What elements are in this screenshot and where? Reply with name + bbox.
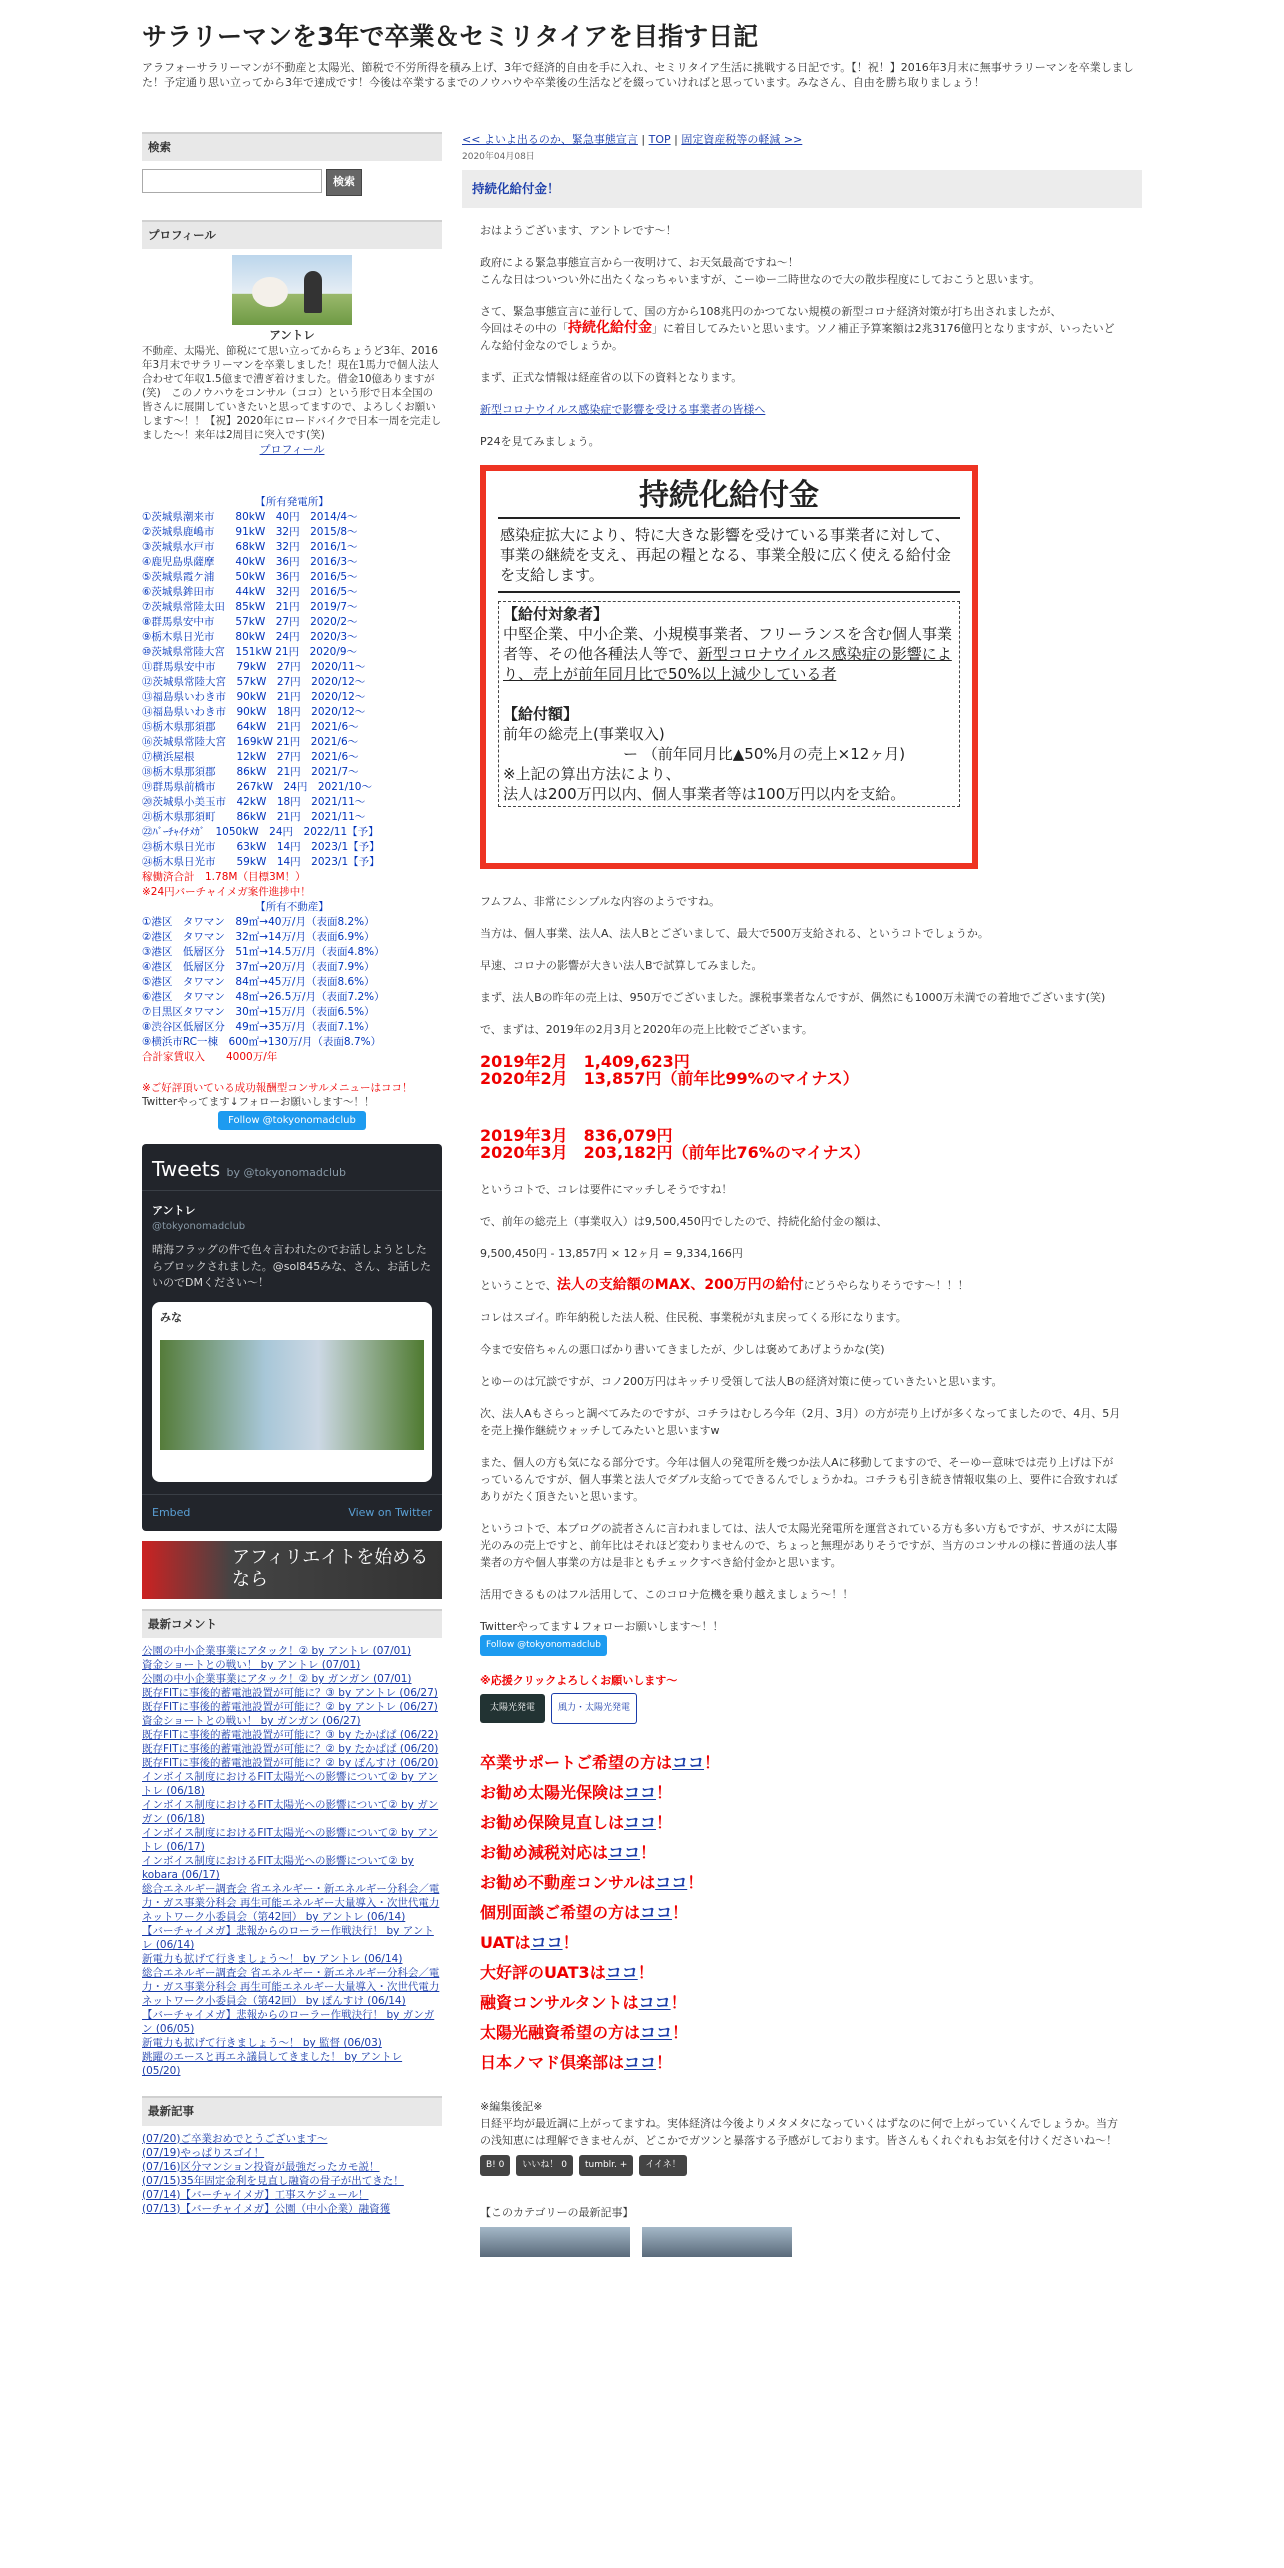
sidebar [142,132,442,2216]
cta-link[interactable]: ココ [655,1873,688,1892]
plant-item: ④鹿児島県薩摩 40kW 36円 2016/3～ [142,555,358,568]
plants-list [142,495,442,1065]
cta-link[interactable]: ココ [605,1963,638,1982]
estate-item: ⑦目黒区タワマン 30㎡→15万/月（表面6.5%） [142,1005,375,1018]
thumbnail[interactable] [480,2227,630,2257]
recent-post-link[interactable]: (07/13)【バーチャイメガ】公園（中小企業）融資獲 [142,2202,391,2215]
cta-end: ！ [704,1753,721,1772]
recent-post-link[interactable]: (07/15)35年固定金利を見直し融資の骨子が出てきた！ [142,2174,404,2187]
comment-link[interactable]: インボイス制度におけるFIT太陽光への影響について② by アントレ (06/18) [142,1771,438,1798]
cta-link[interactable]: ココ [608,1843,641,1862]
plant-item: ⑯茨城県常陸大宮 169kW 21円 2021/6～ [142,735,359,748]
cta-end: ！ [656,1813,673,1832]
social-button[interactable]: B! 0 [480,2155,510,2176]
plant-item: ⑳茨城県小美玉市 42kW 18円 2021/11～ [142,795,366,808]
comment-link[interactable]: 既存FITに事後的蓄電池設置が可能に？③ by アントレ (06/27) [142,1687,438,1700]
cta-end: ！ [637,1963,654,1982]
social-button[interactable]: イイネ！ [639,2155,686,2176]
recent-post-link[interactable]: (07/19)やっぱりスゴイ！ [142,2146,265,2159]
thumbnail[interactable] [642,2227,792,2257]
comment-link[interactable]: インボイス制度におけるFIT太陽光への影響について② by アントレ (06/17) [142,1827,438,1854]
comment-link[interactable]: 跳躍のエースと再エネ議員してきました！ by アントレ (05/20) [142,2051,403,2078]
paragraph: 活用できるものはフル活用して、このコロナ危機を乗り越えましょう～！！ [480,1588,854,1601]
comment-link[interactable]: 既存FITに事後的蓄電池設置が可能に？③ by たかぱぱ (06/22) [142,1729,439,1742]
comments-heading: 最新コメント [142,1609,442,1638]
estate-item: ②港区 タワマン 32㎡→14万/月（表面6.9%） [142,930,375,943]
plant-item: ⑧群馬県安中市 57kW 27円 2020/2～ [142,615,358,628]
plant-item: ③茨城県水戸市 68kW 32円 2016/1～ [142,540,358,553]
cta-text: お勧め不動産コンサルは [480,1873,656,1892]
entry-nav: << よいよ出るのか、緊急事態宣言 | TOP | 固定資産税等の軽減 >> [462,133,803,146]
comment-link[interactable]: 【バーチャイメガ】悲報からのローラー作戦決行！ by アントレ (06/14) [142,1925,434,1952]
plant-item: ⑩茨城県常陸大宮 151kW 21円 2020/9～ [142,645,358,658]
cta-end: ！ [656,2053,673,2072]
twitter-widget [142,1144,442,1532]
cta-end: ！ [687,1873,704,1892]
paragraph: コレはスゴイ。昨年納税した法人税、住民税、事業税が丸ま戻ってくる形になります。 [480,1311,907,1324]
cta-line [480,1868,1124,1898]
plant-item: ⑬福島県いわき市 90kW 21円 2020/12～ [142,690,366,703]
plant-item: ⑨栃木県日光市 80kW 24円 2020/3～ [142,630,358,643]
plant-item: ⑥茨城県鉾田市 44kW 32円 2016/5～ [142,585,358,598]
plant-item: ②茨城県鹿嶋市 91kW 32円 2015/8～ [142,525,358,538]
profile-heading: プロフィール [142,220,442,249]
follow-button[interactable]: Follow @tokyonomadclub [480,1635,607,1656]
prev-link[interactable]: << よいよ出るのか、緊急事態宣言 [462,133,638,146]
paragraph: まず、法人Bの昨年の売上は、950万でございました。課税事業者なんですが、偶然にも1000万未満での着地でございます(笑) [480,991,1106,1004]
tweets-title: Tweets [152,1156,221,1181]
sales-2019-mar: 2019年3月 836,079円 [480,1126,673,1145]
plant-item: ㉓栃木県日光市 63kW 14円 2023/1【予】 [142,840,380,853]
comment-link[interactable]: インボイス制度におけるFIT太陽光への影響について② by ガンガン (06/18) [142,1799,439,1826]
ranking-banner[interactable]: 太陽光発電 [480,1694,545,1723]
cta-end: ！ [672,1903,689,1922]
affiliate-banner[interactable]: アフィリエイトを始めるなら [142,1541,442,1599]
cta-text: 個別面談ご希望の方は [480,1903,641,1922]
plant-item: ㉔栃木県日光市 59kW 14円 2023/1【予】 [142,855,380,868]
site-header [142,0,1142,128]
profile-name: アントレ [269,328,315,342]
paragraph: 今まで安倍ちゃんの悪口ばかり書いてきましたが、少しは褒めてあげようかな(笑) [480,1343,885,1356]
cta-line [480,1808,1124,1838]
view-on-twitter-link[interactable]: View on Twitter [348,1505,432,1519]
cta-end: ！ [562,1933,579,1952]
estate-item: ⑥港区 タワマン 48㎡→26.5万/月（表面7.2%） [142,990,385,1003]
cta-line [480,1778,1124,1808]
post-date: 2020年04月08日 [462,151,535,162]
profile-link[interactable]: プロフィール [259,443,325,457]
comment-link[interactable]: 公園の中小企業事業にアタック！② by アントレ (07/01) [142,1645,412,1658]
plant-item: ⑤茨城県霞ケ浦 50kW 36円 2016/5～ [142,570,358,583]
sales-2020-mar: 2020年3月 203,182円（前年比76%のマイナス） [480,1143,870,1162]
search-input[interactable] [142,169,322,193]
consult-note[interactable]: ※ご好評頂いている成功報酬型コンサルメニューはココ！ [142,1081,413,1094]
cta-text: 日本ノマド倶楽部は [480,2053,625,2072]
comment-link[interactable]: 資金ショートとの戦い！ by アントレ (07/01) [142,1659,361,1672]
card-image [160,1340,424,1450]
next-link[interactable]: 固定資産税等の軽減 >> [681,133,803,146]
sales-2020-feb: 2020年2月 13,857円（前年比99%のマイナス） [480,1069,859,1088]
comment-link[interactable]: 既存FITに事後的蓄電池設置が可能に？② by ぽんすけ (06/20) [142,1757,439,1770]
comment-link[interactable]: 【バーチャイメガ】悲報からのローラー作戦決行！ by ガンガン (06/05) [142,2009,435,2036]
plant-item: ⑰横浜屋根 12kW 27円 2021/6～ [142,750,359,763]
comment-link[interactable]: 総合エネルギー調査会 省エネルギー・新エネルギー分科会／電力・ガス事業分科会 再生可能エネルギー大量導入・次世代電力ネットワーク小委員会（第42回） by ぽんすけ (06/14) [142,1967,440,2008]
cta-line [480,1928,1124,1958]
estate-item: ④港区 低層区分 37㎡→20万/月（表面7.9%） [142,960,375,973]
follow-button[interactable]: Follow @tokyonomadclub [218,1111,366,1130]
top-link[interactable]: TOP [648,133,671,146]
cta-text: お勧め保険見直しは [480,1813,625,1832]
profile-text: 不動産、太陽光、節税にて思い立ってからちょうど3年、2016年3月末でサラリーマンを卒業しました！現在1馬力で個人法人合わせて年収1.5億まで漕ぎ着けました。借金10億ありますが(笑) このノウハウをコンサル（ココ）という形で日本全国の皆さんに展開していきたいと思ってますので、よろしくお願いします～！！【祝】2020年にロードバイクで日本一周を完走しました～！来年は2周目に突入です(笑) [142,345,442,442]
tweet-handle[interactable]: @tokyonomadclub [152,1221,246,1232]
cta-link[interactable]: ココ [530,1933,563,1952]
comment-link[interactable]: 公園の中小企業事業にアタック！② by ガンガン (07/01) [142,1673,412,1686]
paragraph: 早速、コロナの影響が大きい法人Bで試算してみました。 [480,959,763,972]
ranking-banners [480,1693,1124,1724]
edit-note: 日経平均が最近調に上がってますね。実体経済は今後よりメタメタになっていくはずなのに何で上がっていくんでしょうか。当方の浅知恵には理解できませんが、どこかでガツンと暴落する予感がしております。皆さんもくれぐれもお気を付けくださいね～！ [480,2117,1118,2147]
estates-total: 合計家賃収入 4000万/年 [142,1050,278,1063]
paragraph: ということで、法人の支給額のMAX、200万円の給付にどうやらなりそうです～！！！ [480,1277,969,1293]
sales-2019-feb: 2019年2月 1,409,623円 [480,1052,690,1071]
entry-body [462,208,1142,2271]
recent-post-link[interactable]: (07/14)【バーチャイメガ】工事スケジュール！ [142,2188,369,2201]
cta-line [480,2048,1124,2078]
estate-item: ⑨横浜市RC一棟 600㎡→130万/月（表面8.7%） [142,1035,382,1048]
paragraph: P24を見てみましょう。 [480,435,600,448]
recent-heading: 最新記事 [142,2096,442,2125]
twitter-note: Twitterやってます↓フォローお願いします～！！ [142,1095,375,1108]
recent-post-link[interactable]: (07/20)ご卒業おめでとうございます～ [142,2132,328,2145]
search-heading: 検索 [142,132,442,161]
cta-end: ！ [640,1843,657,1862]
comment-link[interactable]: 既存FITに事後的蓄電池設置が可能に？② by アントレ (06/27) [142,1701,438,1714]
paragraph: おはようございます、アントレです～！ [480,224,677,237]
comments-list [142,1638,442,2078]
paragraph: 9,500,450円 - 13,857円 × 12ヶ月 = 9,334,166円 [480,1247,743,1260]
comment-link[interactable]: 資金ショートとの戦い！ by ガンガン (06/27) [142,1715,361,1728]
cta-end: ！ [670,1993,687,2012]
plants-header: 【所有発電所】 [255,495,329,508]
cta-text: 融資コンサルタントは [480,1993,639,2012]
plant-item: ⑫茨城県常陸大宮 57kW 27円 2020/12～ [142,675,366,688]
recent-list [142,2126,442,2216]
estates-header: 【所有不動産】 [255,900,329,913]
cta-text: 大好評のUAT3は [480,1963,606,1982]
cta-link[interactable]: ココ [624,1813,657,1832]
cta-text: UATは [480,1933,531,1952]
paragraph: で、前年の総売上（事業収入）は9,500,450円でしたので、持続化給付金の額は、 [480,1215,888,1228]
plant-item: ①茨城県潮来市 80kW 40円 2014/4～ [142,510,358,523]
search-button[interactable]: 検索 [326,169,362,196]
paragraph: というコトで、コレは要件にマッチしそうですね！ [480,1183,733,1196]
comment-link[interactable]: 新電力も拡げて行きましょう～！ by アントレ (06/14) [142,1953,403,1966]
plants-note: ※24円バーチャイメガ案件進捗中！ [142,885,311,898]
cta-line [480,1988,1124,2018]
social-buttons [480,2155,1124,2176]
recent-post-link[interactable]: (07/16)区分マンション投資が最強だったカモ説！ [142,2160,380,2173]
cta-text: 卒業サポートご希望の方は [480,1753,673,1772]
comment-link[interactable]: インボイス制度におけるFIT太陽光への影響について② by kobara (06/17) [142,1855,414,1882]
comment-link[interactable]: 既存FITに事後的蓄電池設置が可能に？② by たかぱぱ (06/20) [142,1743,439,1756]
profile-photo [232,255,352,325]
paragraph: まず、正式な情報は経産省の以下の資料となります。 [480,371,743,384]
flyer-conditions: 【給付対象者】 中堅企業、中小企業、小規模事業者、フリーランスを含む個人事業者等、その他各種法人等で、新型コロナウイルス感染症の影響により、売上が前年同月比で50%以上減少している者 【給付額】 前年の総売上(事業収入) ー （前年同月比▲50%月の売上×12ヶ月) ※上記の算出方法により、 法人は200万円以内、個人事業者等は100万円以内を支給。 [498,601,960,807]
cta-line [480,2018,1124,2048]
plant-item: ⑭福島県いわき市 90kW 18円 2020/12～ [142,705,366,718]
tweet-card[interactable] [152,1302,432,1482]
plants-items [142,510,442,870]
paragraph: 次、法人Aもさらっと調べてみたのですが、コチラはむしろ今年（2月、3月）の方が売り上げが多くなってましたので、4月、5月を売上操作継続ウォッチしてみたいと思いますw [480,1407,1121,1437]
plant-item: ㉒ﾊﾞｰﾁｬｲﾁﾒｶﾞ 1050kW 24円 2022/11【予】 [142,825,379,838]
category-heading: 【このカテゴリーの最新記事】 [480,2206,634,2219]
estate-item: ⑤港区 タワマン 84㎡→45万/月（表面8.6%） [142,975,375,988]
tweet-user[interactable]: アントレ [152,1203,196,1217]
plant-item: ㉑栃木県那須町 86kW 21円 2021/11～ [142,810,366,823]
cta-text: 太陽光融資希望の方は [480,2023,641,2042]
tweet-text: 晴海フラッグの件で色々言われたのでお話しようとしたらブロックされました。@sol845みな、さん、お話したいのでDMください～！ [152,1243,431,1289]
main-content [462,132,1142,2271]
edit-heading: ※編集後記※ [480,2100,543,2113]
flyer-desc: 感染症拡大により、特に大きな影響を受けている事業者に対して、事業の継続を支え、再起の糧となる、事業全般に広く使える給付金を支給します。 [498,519,960,593]
cta-line [480,1838,1124,1868]
tweet [142,1190,442,1494]
paragraph: また、個人の方も気になる部分です。今年は個人の発電所を幾つか法人Aに移動してますので、そーゆー意味では売り上げは下がっているんですが、個人事業と法人でダブル支給ってできるんでしょうかね。コチラも引き続き情報収集の上、要件に合致すればありがたく頂きたいと思います。 [480,1456,1118,1503]
meti-doc-link[interactable]: 新型コロナウイルス感染症で影響を受ける事業者の皆様へ [480,403,766,416]
cheer-note: ※応援クリックよろしくお願いします～ [480,1674,678,1687]
estate-item: ①港区 タワマン 89㎡→40万/月（表面8.2%） [142,915,375,928]
entry-title[interactable]: 持続化給付金！ [462,170,1142,208]
category-thumbnails [480,2227,1124,2257]
search-form [142,161,442,206]
paragraph: フムフム、非常にシンプルな内容のようですね。 [480,895,721,908]
plants-total: 稼働済合計 1.78M（目標3M！） [142,870,306,883]
ranking-banner[interactable]: 風力・太陽光発電 [551,1693,637,1724]
plant-item: ⑮栃木県那須郡 64kW 21円 2021/6～ [142,720,359,733]
profile-box [142,255,442,459]
cta-link[interactable]: ココ [624,2053,657,2072]
plant-item: ⑦茨城県常陸太田 85kW 21円 2019/7～ [142,600,358,613]
tweets-footer [142,1494,442,1532]
site-description: アラフォーサラリーマンが不動産と太陽光、節税で不労所得を積み上げ、3年で経済的自由を手に入れ、セミリタイア生活に挑戦する日記です。【！祝！】2016年3月末に無事サラリーマンを卒業しました！予定通り思い立ってから3年で達成です！今後は卒業するまでのノウハウや卒業後の生活などを綴っていければと思っています。みなさん、自由を勝ち取りましょう！ [142,61,1134,89]
cta-text: お勧め太陽光保険は [480,1783,625,1802]
cta-link[interactable]: ココ [640,1903,673,1922]
cta-line [480,1958,1124,1988]
site-title[interactable]: サラリーマンを3年で卒業＆セミリタイアを目指す日記 [142,22,759,51]
plant-item: ⑲群馬県前橋市 267kW 24円 2021/10～ [142,780,372,793]
paragraph: 政府による緊急事態宣言から一夜明けて、お天気最高ですね～！ こんな日はついつい外に出たくなっちゃいますが、こーゆー二時世なので大の散歩程度にしておこうと思います。 [480,256,1041,286]
tweets-by[interactable]: by @tokyonomadclub [226,1165,346,1179]
plant-item: ⑱栃木県那須郡 86kW 21円 2021/7～ [142,765,359,778]
flyer-title: 持続化給付金 [498,475,960,519]
cta-text: お勧め減税対応は [480,1843,609,1862]
paragraph: というコトで、本ブログの読者さんに言われましては、法人で太陽光発電所を運営されている方も多い方もですが、サスがに太陽光のみの売上ですと、前年比はそれほど変わりませんので、ちょっと無理がありそうですが、当方のコンサルの様に普通の法人事業者の方や個人事業の方は是非ともチェックすべき給付金かと思います。 [480,1522,1118,1569]
comment-link[interactable]: 総合エネルギー調査会 省エネルギー・新エネルギー分科会／電力・ガス事業分科会 再生可能エネルギー大量導入・次世代電力ネットワーク小委員会（第42回） by アントレ (06/14) [142,1883,440,1924]
paragraph: さて、緊急事態宣言に並行して、国の方から108兆円のかつてない規模の新型コロナ経済対策が打ち出されましたが、 今回はその中の「持続化給付金」に着目してみたいと思います。ソノ補正予算案額は2兆3176億円となりますが、いったいどんな給付金なのでしょうか。 [480,305,1115,352]
cta-link[interactable]: ココ [672,1753,705,1772]
social-button[interactable]: いいね！ 0 [516,2155,573,2176]
estates-items [142,915,442,1050]
estate-item: ③港区 低層区分 51㎡→14.5万/月（表面4.8%） [142,945,385,958]
comment-link[interactable]: 新電力も拡げて行きましょう～！ by 監督 (06/03) [142,2037,382,2050]
cta-end: ！ [672,2023,689,2042]
estate-item: ⑧渋谷区低層区分 49㎡→35万/月（表面7.1%） [142,1020,375,1033]
tweets-header [142,1144,442,1190]
cta-end: ！ [656,1783,673,1802]
paragraph: 当方は、個人事業、法人A、法人Bとございまして、最大で500万支給される、というコトでしょうか。 [480,927,989,940]
subsidy-flyer-image [480,465,978,869]
cta-link[interactable]: ココ [624,1783,657,1802]
cta-line [480,1748,1124,1778]
paragraph: とゆーのは冗談ですが、コノ200万円はキッチリ受領して法人Bの経済対策に使っていきたいと思います。 [480,1375,1003,1388]
plant-item: ⑪群馬県安中市 79kW 27円 2020/11～ [142,660,366,673]
cta-line [480,1898,1124,1928]
page [142,0,1142,2219]
embed-link[interactable]: Embed [152,1505,191,1519]
card-name: みな [160,1310,182,1324]
social-button[interactable]: tumblr. + [579,2155,633,2176]
cta-list [480,1748,1124,2078]
cta-link[interactable]: ココ [640,2023,673,2042]
cta-link[interactable]: ココ [638,1993,671,2012]
paragraph: で、まずは、2019年の2月3月と2020年の売上比較でございます。 [480,1023,813,1036]
twitter-note: Twitterやってます↓フォローお願いします～！！ [480,1620,724,1633]
